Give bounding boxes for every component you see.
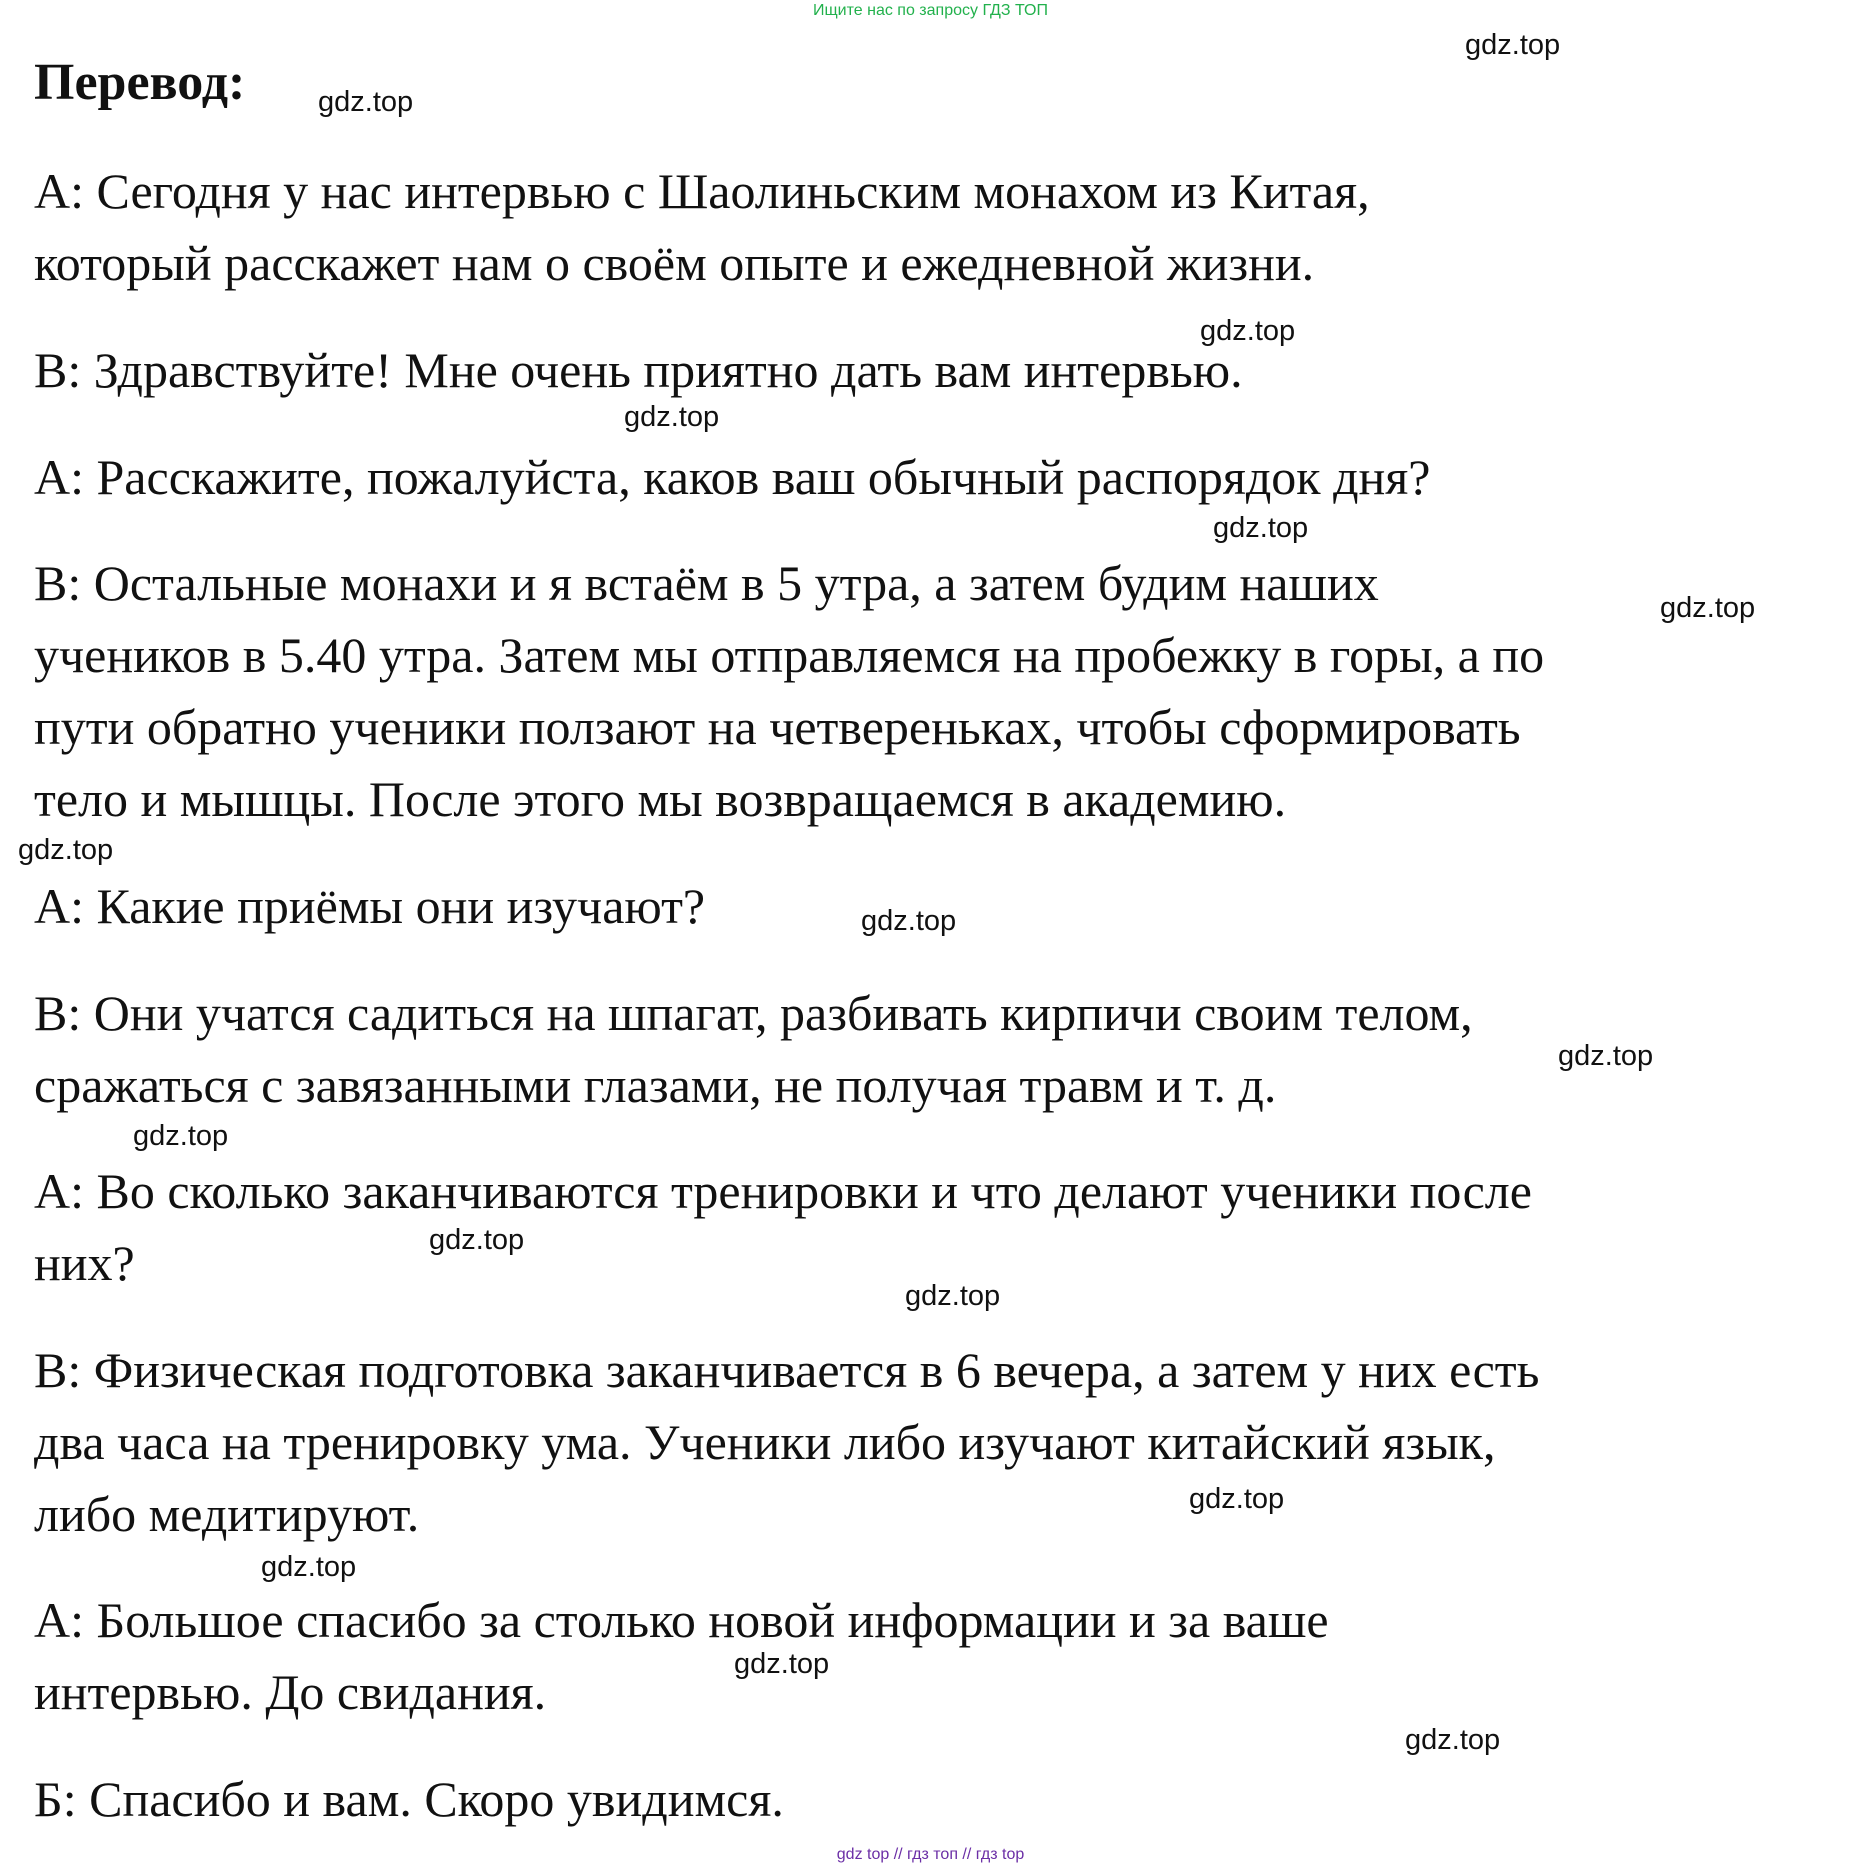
- dialogue-line: B: Они учатся садиться на шпагат, разбивать кирпичи своим телом,: [34, 985, 1473, 1041]
- watermark: gdz.top: [861, 905, 957, 937]
- watermark: gdz.top: [1213, 512, 1309, 544]
- dialogue-line: Б: Спасибо и вам. Скоро увидимся.: [34, 1771, 784, 1827]
- dialogue-line: B: Здравствуйте! Мне очень приятно дать вам интервью.: [34, 342, 1243, 398]
- watermark: gdz.top: [905, 1280, 1001, 1312]
- dialogue-line: либо медитируют.: [34, 1486, 420, 1542]
- watermark: gdz.top: [1405, 1724, 1501, 1756]
- watermark: gdz.top: [1189, 1483, 1285, 1515]
- dialogue-line: B: Физическая подготовка заканчивается в 6 вечера, а затем у них есть: [34, 1342, 1540, 1398]
- watermark: gdz.top: [429, 1224, 525, 1256]
- dialogue-line: пути обратно ученики ползают на четвереньках, чтобы сформировать: [34, 699, 1521, 755]
- watermark: gdz.top: [1200, 315, 1296, 347]
- watermark: gdz.top: [1558, 1040, 1654, 1072]
- dialogue-line: них?: [34, 1235, 135, 1291]
- dialogue-line: тело и мышцы. После этого мы возвращаемся в академию.: [34, 771, 1287, 827]
- dialogue-line: A: Какие приёмы они изучают?: [34, 878, 706, 934]
- dialogue-line: интервью. До свидания.: [34, 1664, 547, 1720]
- dialogue-line: A: Сегодня у нас интервью с Шаолиньским монахом из Китая,: [34, 163, 1370, 219]
- dialogue-line: A: Большое спасибо за столько новой информации и за ваше: [34, 1592, 1329, 1648]
- dialogue-line: сражаться с завязанными глазами, не получая травм и т. д.: [34, 1057, 1277, 1113]
- watermark: gdz.top: [133, 1120, 229, 1152]
- dialogue-line: учеников в 5.40 утра. Затем мы отправляемся на пробежку в горы, а по: [34, 627, 1545, 683]
- watermark: gdz.top: [1465, 29, 1561, 61]
- dialogue-line: два часа на тренировку ума. Ученики либо изучают китайский язык,: [34, 1414, 1496, 1470]
- watermark: gdz.top: [734, 1648, 830, 1680]
- watermark: gdz.top: [18, 834, 114, 866]
- watermark: gdz.top: [624, 401, 720, 433]
- dialogue-line: A: Во сколько заканчиваются тренировки и что делают ученики после: [34, 1163, 1532, 1219]
- watermark: gdz.top: [318, 86, 414, 118]
- bottom-banner: gdz top // гдз топ // гдз top: [836, 1846, 1025, 1863]
- page-title: Перевод:: [34, 54, 246, 111]
- top-banner: Ищите нас по запросу ГДЗ ТОП: [813, 2, 1048, 19]
- watermark: gdz.top: [261, 1551, 357, 1583]
- dialogue-line: A: Расскажите, пожалуйста, каков ваш обычный распорядок дня?: [34, 449, 1431, 505]
- watermark: gdz.top: [1660, 592, 1756, 624]
- dialogue-line: который расскажет нам о своём опыте и ежедневной жизни.: [34, 235, 1315, 291]
- dialogue-line: B: Остальные монахи и я встаём в 5 утра, а затем будим наших: [34, 555, 1379, 611]
